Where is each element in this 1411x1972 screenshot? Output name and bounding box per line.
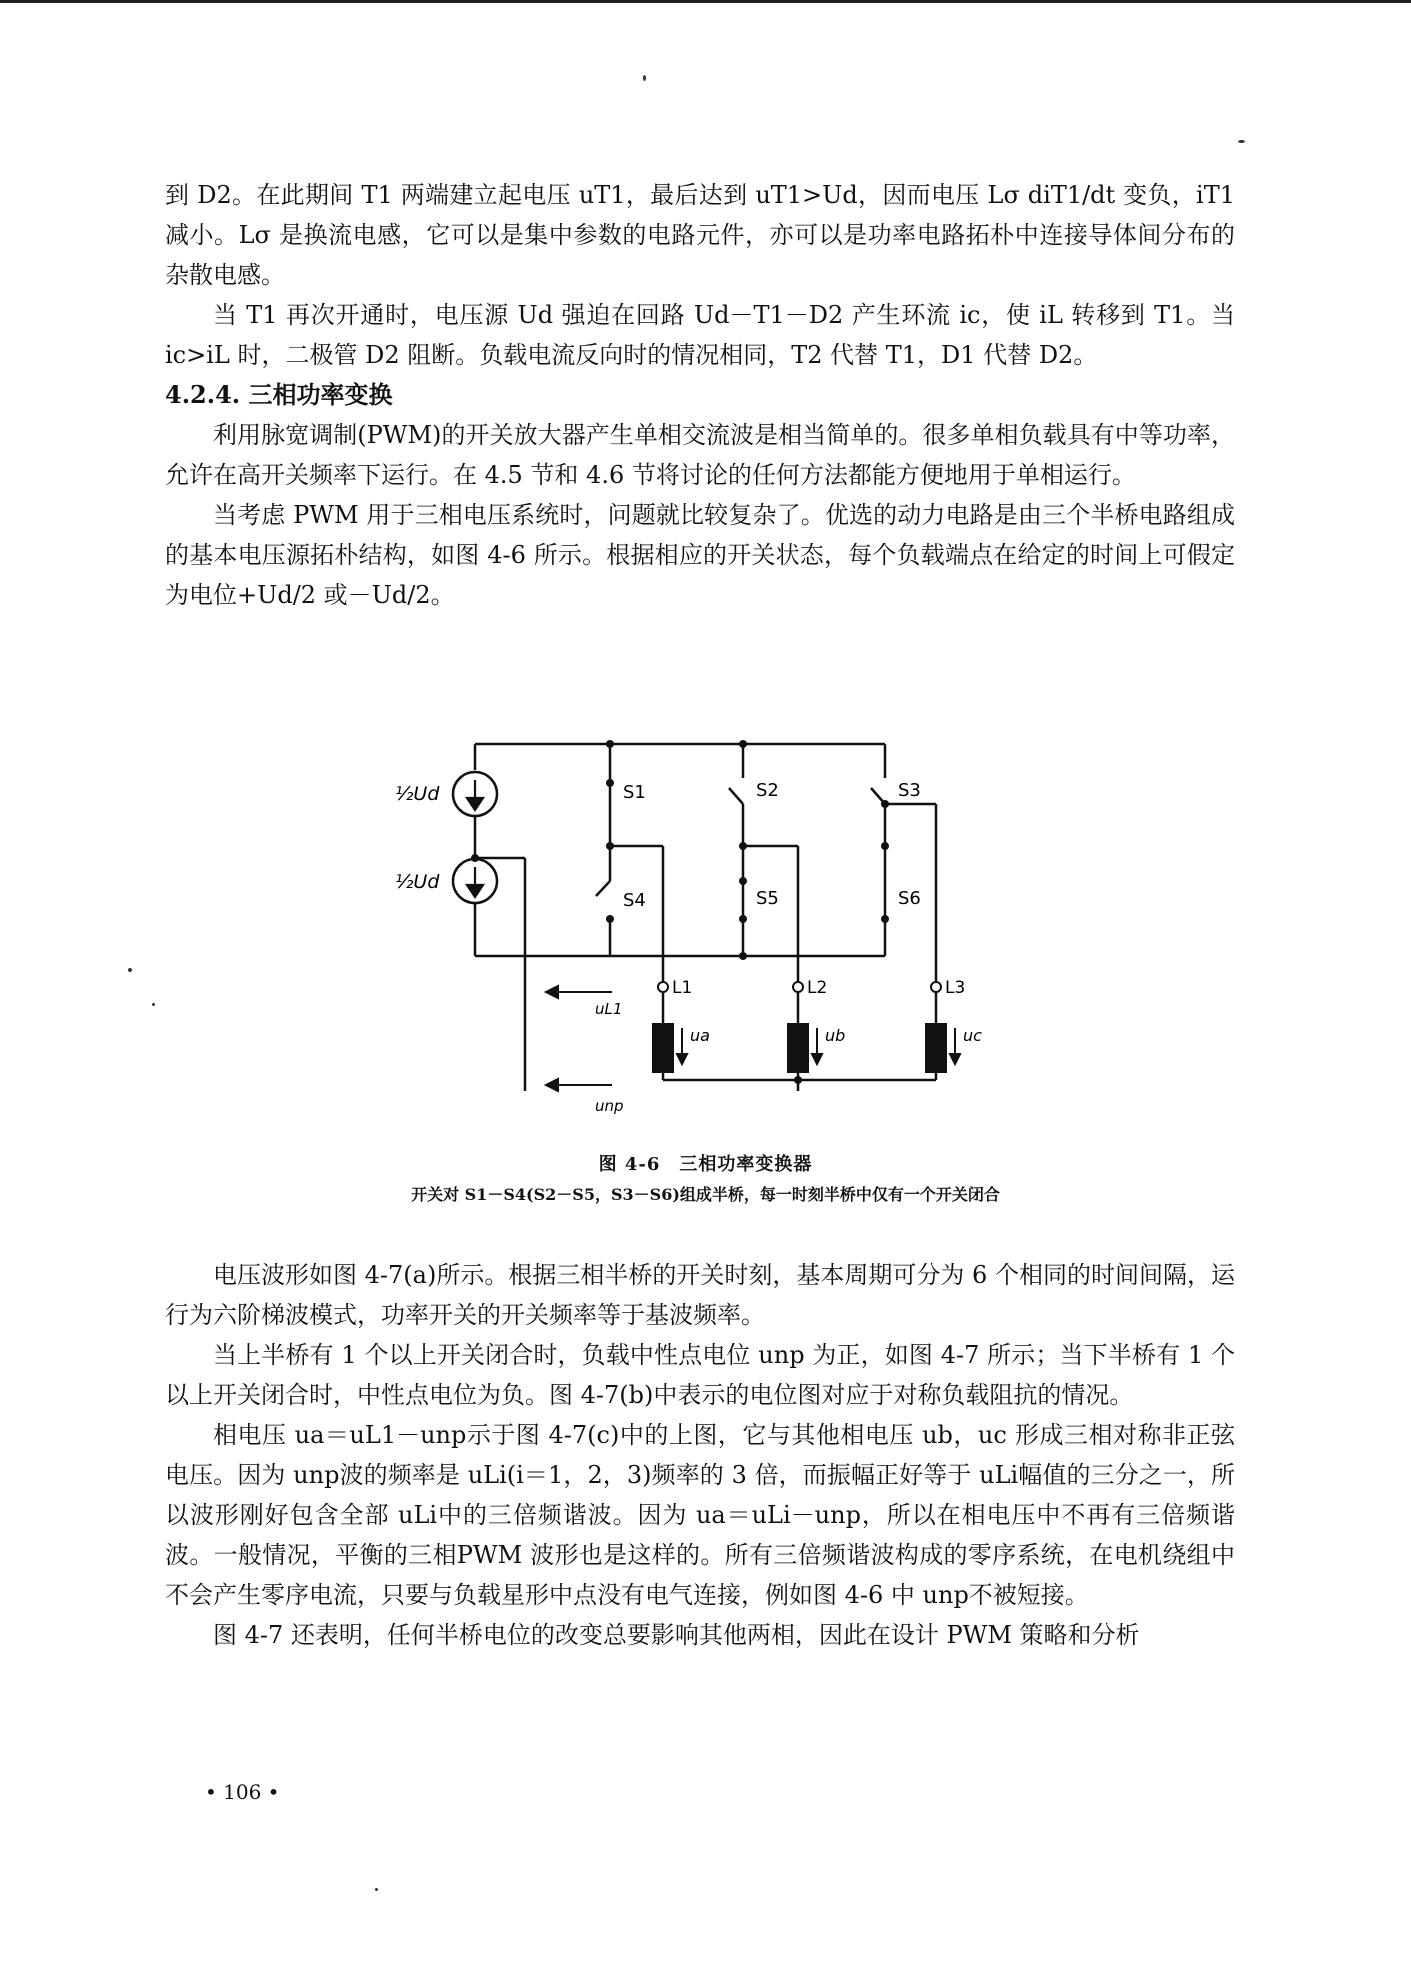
switch-label-s3: S3 bbox=[898, 780, 921, 801]
load-voltage-uc: uc bbox=[963, 1026, 982, 1045]
switch-label-s5: S5 bbox=[756, 888, 779, 909]
figure-caption-title: 图 4-6 三相功率变换器 bbox=[598, 1154, 813, 1175]
page-number: • 106 • bbox=[205, 1780, 280, 1804]
switch-label-s4: S4 bbox=[623, 890, 646, 911]
paragraph-mid-2: 当考虑 PWM 用于三相电压系统时，问题就比较复杂了。优选的动力电路是由三个半桥电路组成的基本电压源拓朴结构，如图 4-6 所示。根据相应的开关状态，每个负载端点在给定的时间上可假定为电位+Ud/2 或－Ud/2。 bbox=[165, 501, 1235, 609]
scan-edge bbox=[0, 0, 1411, 3]
figure-4-6 bbox=[380, 728, 1040, 1128]
scan-speck bbox=[1238, 140, 1245, 143]
figure-caption-note: 开关对 S1－S4(S2－S5，S3－S6)组成半桥，每一时刻半桥中仅有一个开关闭合 bbox=[411, 1185, 1000, 1204]
scan-speck bbox=[375, 1888, 378, 1891]
switch-label-s2: S2 bbox=[756, 780, 779, 801]
load-voltage-ua: ua bbox=[690, 1026, 710, 1045]
paragraph-bottom-4: 图 4-7 还表明，任何半桥电位的改变总要影响其他两相，因此在设计 PWM 策略和分析 bbox=[213, 1621, 1140, 1649]
source-top-label: ½Ud bbox=[395, 783, 440, 805]
top-text-block bbox=[165, 175, 1235, 615]
bottom-text-block bbox=[165, 1255, 1235, 1655]
paragraph-mid-1: 利用脉宽调制(PWM)的开关放大器产生单相交流波是相当简单的。很多单相负载具有中等功率，允许在高开关频率下运行。在 4.5 节和 4.6 节将讨论的任何方法都能方便地用于单相运行。 bbox=[165, 421, 1235, 489]
paragraph-bottom-3: 相电压 ua＝uL1－unp示于图 4-7(c)中的上图，它与其他相电压 ub，uc 形成三相对称非正弦电压。因为 unp波的频率是 uLi(i＝1，2，3)频率的 3 倍，而振幅正好等于 uLi幅值的三分之一，所以波形刚好包含全部 uLi中的三倍频谐波。因为 ua＝uLi－unp，所以在相电压中不再有三倍频谐波。一般情况，平衡的三相PWM 波形也是这样的。所有三倍频谐波构成的零序系统，在电机绕组中不会产生零序电流，只要与负载星形中点没有电气连接，例如图 4-6 中 unp不被短接。 bbox=[165, 1421, 1235, 1609]
scan-speck bbox=[152, 1003, 155, 1006]
scan-speck bbox=[643, 75, 646, 81]
paragraph-top-2: 当 T1 再次开通时，电压源 Ud 强迫在回路 Ud－T1－D2 产生环流 ic，使 iL 转移到 T1。当 ic>iL 时，二极管 D2 阻断。负载电流反向时的情况相同，T2 代替 T1，D1 代替 D2。 bbox=[165, 301, 1235, 369]
load-voltage-ub: ub bbox=[825, 1026, 846, 1045]
node-label-l3: L3 bbox=[945, 978, 966, 998]
arrow-label-unp: unp bbox=[595, 1097, 624, 1115]
circuit-diagram bbox=[380, 728, 1040, 1128]
source-bottom-label: ½Ud bbox=[395, 871, 440, 893]
section-heading: 4.2.4. 三相功率变换 bbox=[165, 380, 393, 409]
paragraph-bottom-1: 电压波形如图 4-7(a)所示。根据三相半桥的开关时刻，基本周期可分为 6 个相同的时间间隔，运行为六阶梯波模式，功率开关的开关频率等于基波频率。 bbox=[165, 1261, 1235, 1329]
arrow-label-ul1: uL1 bbox=[595, 1000, 623, 1018]
node-label-l1: L1 bbox=[672, 978, 693, 998]
paragraph-top-1: 到 D2。在此期间 T1 两端建立起电压 uT1，最后达到 uT1>Ud，因而电压 Lσ diT1/dt 变负，iT1减小。Lσ 是换流电感，它可以是集中参数的电路元件，亦可以是功率电路拓朴中连接导体间分布的杂散电感。 bbox=[165, 181, 1235, 289]
switch-label-s1: S1 bbox=[623, 782, 646, 803]
paragraph-bottom-2: 当上半桥有 1 个以上开关闭合时，负载中性点电位 unp 为正，如图 4-7 所示；当下半桥有 1 个以上开关闭合时，中性点电位为负。图 4-7(b)中表示的电位图对应于对称负载阻抗的情况。 bbox=[165, 1341, 1235, 1409]
node-label-l2: L2 bbox=[807, 978, 828, 998]
switch-label-s6: S6 bbox=[898, 888, 921, 909]
scan-speck bbox=[128, 968, 132, 972]
